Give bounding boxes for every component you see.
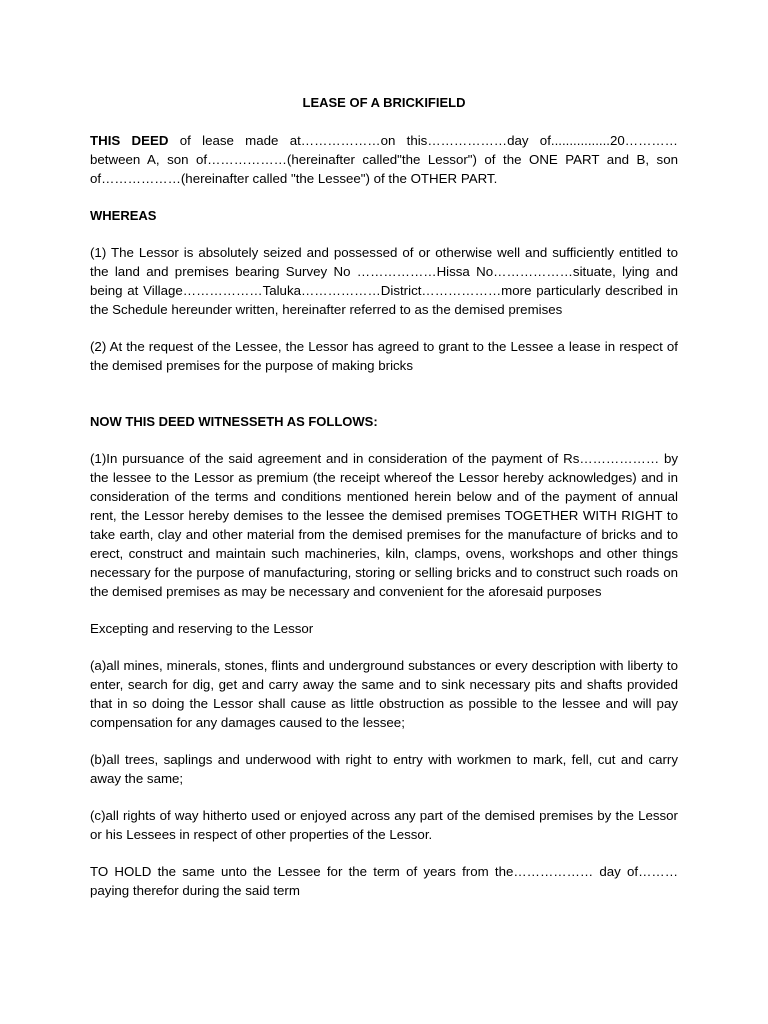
intro-text: of lease made at………………on this………………day of................20………… between A, son of………………(hereinafter called"the Lessor") of the ONE PART and B, son of………………(hereinafter called "the Lessee") of the OTHER PART. [90,133,678,186]
reservation-paragraph: (c)all rights of way hitherto used or enjoyed across any part of the demised premises by the Lessor or his Lessees in respect of other properties of the Lessor. [90,808,678,842]
intro-paragraph [90,131,678,188]
recital-paragraph: (1) The Lessor is absolutely seized and possessed of or otherwise well and sufficiently entitled to the land and premises bearing Survey No ………………Hissa No………………situate, lying and being at Village………………Taluka………………District………………more particularly described in the Schedule hereunder written, hereinafter referred to as the demised premises [90,245,678,317]
recital-paragraph: (2) At the request of the Lessee, the Lessor has agreed to grant to the Lessee a lease in respect of the demised premises for the purpose of making bricks [90,339,678,373]
witnesseth-heading: NOW THIS DEED WITNESSETH AS FOLLOWS: [90,414,378,429]
whereas-heading: WHEREAS [90,208,157,223]
excepting-paragraph: Excepting and reserving to the Lessor [90,621,314,636]
reservation-paragraph: (a)all mines, minerals, stones, flints and underground substances or every description with liberty to enter, search for dig, get and carry away the same and to sink necessary pits and shafts provided that in so doing the Lessor shall cause as little obstruction as possible to the lessee and will pay compensation for any damages caused to the lessee; [90,658,678,730]
document-title: LEASE OF A BRICKIFIELD [302,95,466,110]
intro-lead: THIS DEED [90,133,169,148]
clause-paragraph: (1)In pursuance of the said agreement and in consideration of the payment of Rs……………… by the lessee to the Lessor as premium (the receipt whereof the Lessor hereby acknowledges) and in consideration of the terms and conditions mentioned herein below and of the payment of annual rent, the Lessor hereby demises to the lessee the demised premises TOGETHER WITH RIGHT to take earth, clay and other material from the demised premises for the manufacture of bricks and to erect, construct and maintain such machineries, kiln, clamps, ovens, workshops and other things necessary for the purpose of manufacturing, storing or selling bricks and to construct such roads on the demised premises as may be necessary and convenient for the aforesaid purposes [90,451,678,599]
habendum-paragraph: TO HOLD the same unto the Lessee for the term of years from the……………… day of……… paying therefor during the said term [90,864,678,898]
reservation-paragraph: (b)all trees, saplings and underwood with right to entry with workmen to mark, fell, cut and carry away the same; [90,752,678,786]
